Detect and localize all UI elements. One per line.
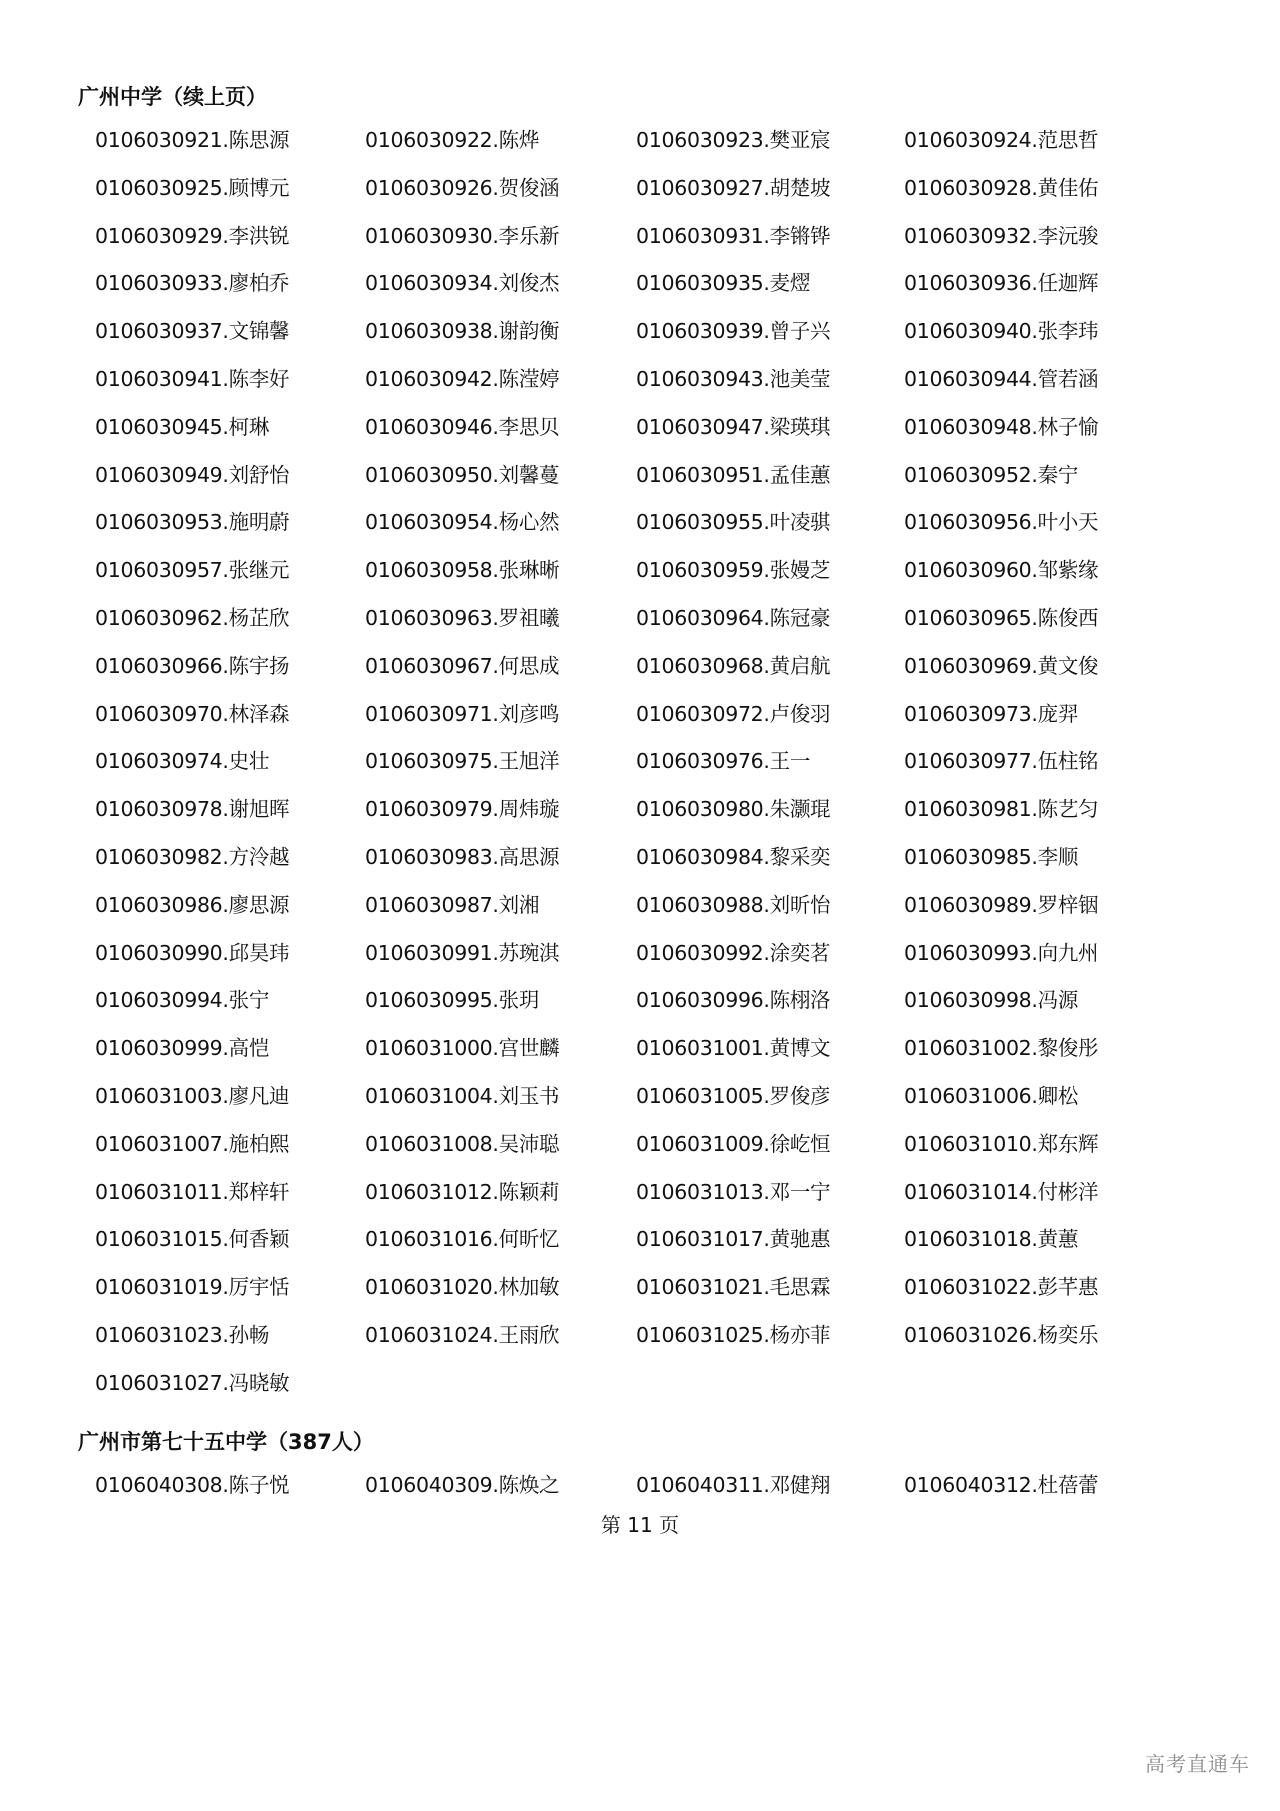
student-entry: 0106030962.杨芷欣 [95,606,290,630]
student-entry: 0106030995.张玥 [365,988,540,1013]
student-entry: 0106030971.刘彦鸣 [365,701,560,726]
table-row [0,985,1280,1015]
student-entry: 0106030980.朱灏琨 [636,797,831,822]
student-entry: 0106030996.陈栩洛 [636,988,831,1013]
page-number: 第 11 页 [600,1513,680,1537]
student-entry: 0106030973.庞羿 [904,701,1079,726]
table-row [0,1081,1280,1111]
student-entry: 0106030947.梁瑛琪 [636,414,831,439]
student-entry: 0106031004.刘玉书 [365,1084,560,1108]
table-row [0,1224,1280,1254]
student-entry: 0106030953.施明蔚 [95,510,290,535]
student-entry: 0106030922.陈烨 [365,128,540,152]
table-row [0,890,1280,920]
student-entry: 0106030932.李沅骏 [904,223,1099,248]
student-entry: 0106030981.陈艺匀 [904,797,1099,822]
student-entry: 0106030970.林泽森 [95,701,290,726]
section-title-guangzhou-no75-middle-school: 广州市第七十五中学（387人） [78,1430,374,1454]
student-entry: 0106030944.管若涵 [904,367,1099,391]
student-entry: 0106030937.文锦馨 [95,319,290,344]
student-entry: 0106030954.杨心然 [365,510,560,535]
table-row [0,316,1280,346]
table-row [0,173,1280,203]
student-entry: 0106030977.伍柱铭 [904,749,1099,774]
student-entry: 0106030940.张李玮 [904,319,1099,344]
student-entry: 0106030948.林子愉 [904,414,1099,439]
student-entry: 0106040311.邓健翔 [636,1473,831,1497]
student-entry: 0106030972.卢俊羽 [636,701,831,726]
student-entry: 0106031012.陈颖莉 [365,1179,560,1204]
student-entry: 0106031000.宫世麟 [365,1036,560,1061]
student-entry: 0106030963.罗祖曦 [365,606,560,630]
student-entry: 0106040308.陈子悦 [95,1473,290,1497]
student-entry: 0106030994.张宁 [95,988,270,1013]
student-entry: 0106031002.黎俊彤 [904,1036,1099,1061]
student-entry: 0106030993.向九州 [904,940,1099,965]
student-entry: 0106030985.李顺 [904,845,1079,869]
student-entry: 0106030958.张琳晰 [365,558,560,583]
student-entry: 0106031024.王雨欣 [365,1323,560,1347]
student-entry: 0106030960.邹紫缘 [904,558,1099,583]
student-entry: 0106031008.吴沛聪 [365,1131,560,1156]
student-entry: 0106031016.何昕忆 [365,1227,560,1252]
student-entry: 0106030966.陈宇扬 [95,653,290,678]
student-entry: 0106030969.黄文俊 [904,653,1099,678]
table-row [0,125,1280,155]
student-entry: 0106030987.刘湘 [365,892,540,917]
student-entry: 0106030923.樊亚宸 [636,128,831,152]
student-entry: 0106030951.孟佳蕙 [636,462,831,487]
student-entry: 0106031007.施柏熙 [95,1131,290,1156]
student-entry: 0106030939.曾子兴 [636,319,831,344]
student-entry: 0106030930.李乐新 [365,223,560,248]
student-entry: 0106030986.廖思源 [95,892,290,917]
student-entry: 0106030968.黄启航 [636,653,831,678]
student-entry: 0106030928.黄佳佑 [904,175,1099,200]
table-row [0,842,1280,872]
student-entry: 0106030924.范思哲 [904,128,1099,152]
table-row [0,1129,1280,1159]
table-row [0,268,1280,298]
student-entry: 0106030957.张继元 [95,558,290,583]
student-entry: 0106031013.邓一宁 [636,1179,831,1204]
table-row [0,507,1280,537]
student-entry: 0106030990.邱昊玮 [95,940,290,965]
student-entry: 0106031023.孙畅 [95,1323,270,1347]
table-row [0,412,1280,442]
student-entry: 0106031025.杨亦菲 [636,1323,831,1347]
table-row [0,1033,1280,1063]
student-entry: 0106030946.李思贝 [365,414,560,439]
table-row [0,221,1280,251]
student-entry: 0106031010.郑东辉 [904,1131,1099,1156]
student-entry: 0106030959.张嫚芝 [636,558,831,583]
student-entry: 0106030964.陈冠豪 [636,606,831,630]
student-entry: 0106030965.陈俊西 [904,606,1099,630]
student-entry: 0106030949.刘舒怡 [95,462,290,487]
student-entry: 0106030934.刘俊杰 [365,271,560,296]
student-entry: 0106030989.罗梓铟 [904,892,1099,917]
student-entry: 0106030955.叶凌骐 [636,510,831,535]
watermark: 高考直通车 [1145,1752,1250,1776]
section-title-guangzhou-middle-school: 广州中学（续上页） [78,85,267,109]
table-row [0,1177,1280,1207]
student-entry: 0106030974.史壮 [95,749,270,774]
student-entry: 0106030991.苏琬淇 [365,940,560,965]
student-entry: 0106031011.郑梓轩 [95,1179,290,1204]
student-entry: 0106030941.陈李好 [95,367,290,391]
student-entry: 0106031027.冯晓敏 [95,1370,290,1395]
table-row [0,1470,1280,1500]
student-entry: 0106031022.彭芊惠 [904,1275,1099,1300]
student-entry: 0106030921.陈思源 [95,128,290,152]
student-entry: 0106031001.黄博文 [636,1036,831,1061]
table-row [0,746,1280,776]
student-entry: 0106030942.陈滢婷 [365,367,560,391]
student-entry: 0106030976.王一 [636,749,811,774]
student-entry: 0106031009.徐屹恒 [636,1131,831,1156]
student-entry: 0106030931.李锵铧 [636,223,831,248]
student-entry: 0106030938.谢韵衡 [365,319,560,344]
student-entry: 0106031003.廖凡迪 [95,1084,290,1108]
student-entry: 0106031018.黄蕙 [904,1227,1079,1252]
table-row [0,938,1280,968]
student-entry: 0106031021.毛思霖 [636,1275,831,1300]
student-entry: 0106031026.杨奕乐 [904,1323,1099,1347]
student-entry: 0106030983.高思源 [365,845,560,869]
student-entry: 0106031017.黄驰惠 [636,1227,831,1252]
student-entry: 0106030982.方泠越 [95,845,290,869]
student-entry: 0106030952.秦宁 [904,462,1079,487]
table-row [0,603,1280,633]
student-entry: 0106030925.顾博元 [95,175,290,200]
student-entry: 0106040312.杜蓓蕾 [904,1473,1099,1497]
table-row [0,1368,1280,1398]
table-row [0,794,1280,824]
student-entry: 0106031014.付彬洋 [904,1179,1099,1204]
student-entry: 0106030926.贺俊涵 [365,175,560,200]
student-entry: 0106030999.高恺 [95,1036,270,1061]
student-entry: 0106030998.冯源 [904,988,1079,1013]
student-entry: 0106030956.叶小天 [904,510,1099,535]
student-entry: 0106030967.何思成 [365,653,560,678]
student-entry: 0106031019.厉宇恬 [95,1275,290,1300]
table-row [0,1320,1280,1350]
student-entry: 0106030992.涂奕茗 [636,940,831,965]
table-row [0,555,1280,585]
student-entry: 0106030927.胡楚坡 [636,175,831,200]
student-entry: 0106030943.池美莹 [636,367,831,391]
student-entry: 0106031015.何香颖 [95,1227,290,1252]
student-entry: 0106031020.林加敏 [365,1275,560,1300]
student-entry: 0106030936.任迦辉 [904,271,1099,296]
student-entry: 0106030935.麦熤 [636,271,811,296]
student-entry: 0106030945.柯琳 [95,414,270,439]
student-entry: 0106031006.卿松 [904,1084,1079,1108]
table-row [0,460,1280,490]
student-entry: 0106030979.周炜璇 [365,797,560,822]
table-row [0,651,1280,681]
student-entry: 0106030950.刘馨蔓 [365,462,560,487]
student-entry: 0106030933.廖柏乔 [95,271,290,296]
table-row [0,364,1280,394]
student-entry: 0106030929.李洪锐 [95,223,290,248]
student-entry: 0106030978.谢旭晖 [95,797,290,822]
table-row [0,699,1280,729]
table-row [0,1272,1280,1302]
student-entry: 0106040309.陈焕之 [365,1473,560,1497]
student-entry: 0106030988.刘昕怡 [636,892,831,917]
student-entry: 0106030984.黎采奕 [636,845,831,869]
student-entry: 0106030975.王旭洋 [365,749,560,774]
student-entry: 0106031005.罗俊彦 [636,1084,831,1108]
